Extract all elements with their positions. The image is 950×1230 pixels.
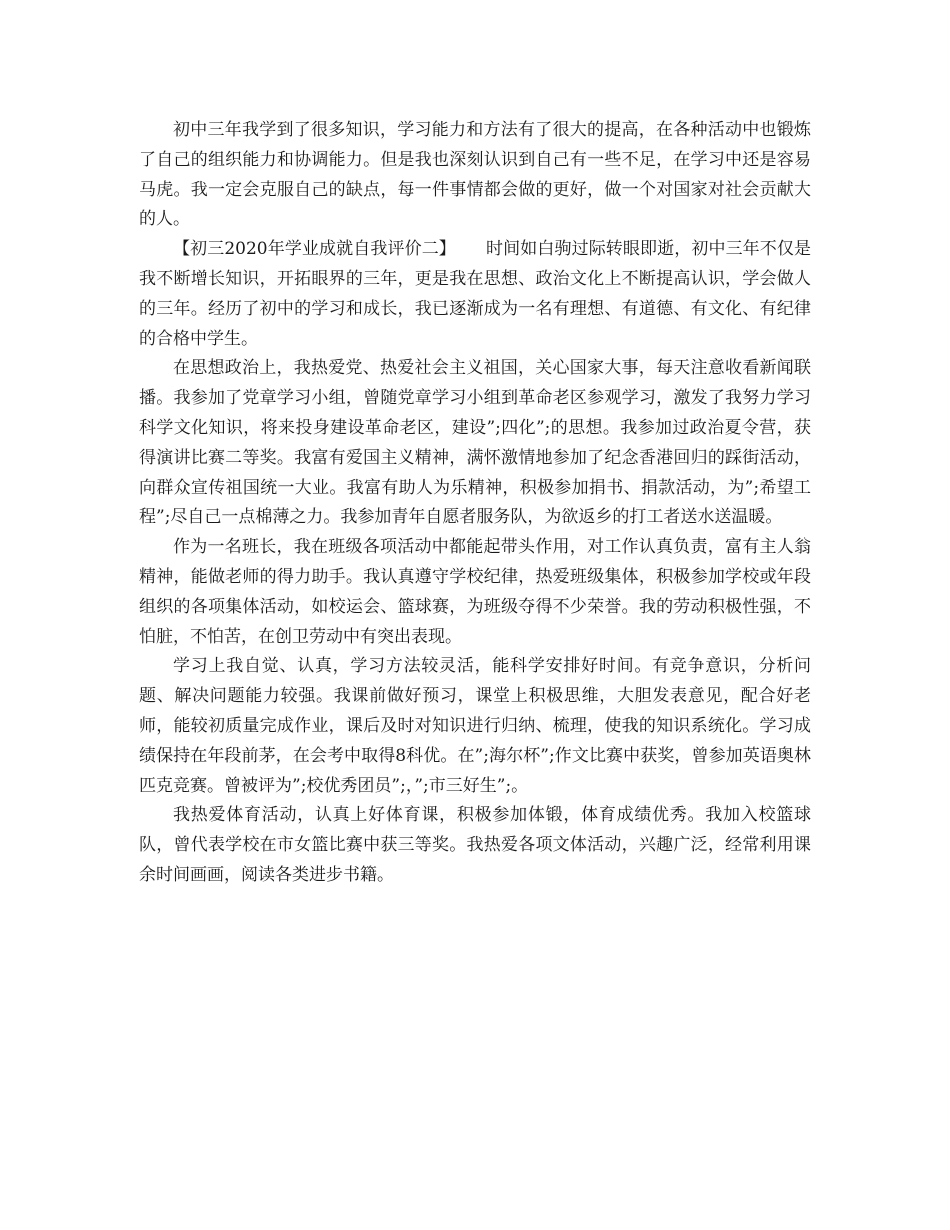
paragraph-1: 初中三年我学到了很多知识，学习能力和方法有了很大的提高，在各种活动中也锻炼了自己的组织能力和协调能力。但是我也深刻认识到自己有一些不足，在学习中还是容易马虎。我一定会克服自己的缺点，每一件事情都会做的更好，做一个对国家对社会贡献大的人。 (139, 120, 811, 230)
paragraph-class-monitor: 作为一名班长，我在班级各项活动中都能起带头作用，对工作认真负责，富有主人翁精神，能做老师的得力助手。我认真遵守学校纪律，热爱班级集体，积极参加学校或年段组织的各项集体活动，如校运会、篮球赛，为班级夺得不少荣誉。我的劳动积极性强，不怕脏，不怕苦，在创卫劳动中有突出表现。 (139, 537, 811, 647)
section-heading: 【初三2020年学业成就自我评价二】 (173, 239, 456, 260)
document-body (139, 116, 811, 891)
paragraph-study: 学习上我自觉、认真，学习方法较灵活，能科学安排好时间。有竞争意识，分析问题、解决问题能力较强。我课前做好预习，课堂上积极思维，大胆发表意见，配合好老师，能较初质量完成作业，课后及时对知识进行归纳、梳理，使我的知识系统化。学习成绩保持在年段前茅，在会考中取得8科优。在”;海尔杯”;作文比赛中获奖，曾参加英语奥林匹克竞赛。曾被评为”;校优秀团员”;，”;市三好生”;。 (139, 656, 811, 796)
section-intro: 时间如白驹过际转眼即逝，初中三年不仅是我不断增长知识，开拓眼界的三年，更是我在思想、政治文化上不断提高认识，学会做人的三年。经历了初中的学习和成长，我已逐渐成为一名有理想、有道德、有文化、有纪律的合格中学生。 (139, 239, 812, 349)
paragraph-section-two (139, 235, 811, 354)
paragraph-politics: 在思想政治上，我热爱党、热爱社会主义祖国，关心国家大事，每天注意收看新闻联播。我参加了党章学习小组，曾随党章学习小组到革命老区参观学习，激发了我努力学习科学文化知识，将来投身建设革命老区，建设”;四化”;的思想。我参加过政治夏令营，获得演讲比赛二等奖。我富有爱国主义精神，满怀激情地参加了纪念香港回归的踩街活动，向群众宣传祖国统一大业。我富有助人为乐精神，积极参加捐书、捐款活动，为”;希望工程”;尽自己一点棉薄之力。我参加青年自愿者服务队，为欲返乡的打工者送水送温暖。 (139, 358, 811, 528)
paragraph-sports: 我热爱体育活动，认真上好体育课，积极参加体锻，体育成绩优秀。我加入校篮球队，曾代表学校在市女篮比赛中获三等奖。我热爱各项文体活动，兴趣广泛，经常利用课余时间画画，阅读各类进步书籍。 (139, 805, 811, 885)
